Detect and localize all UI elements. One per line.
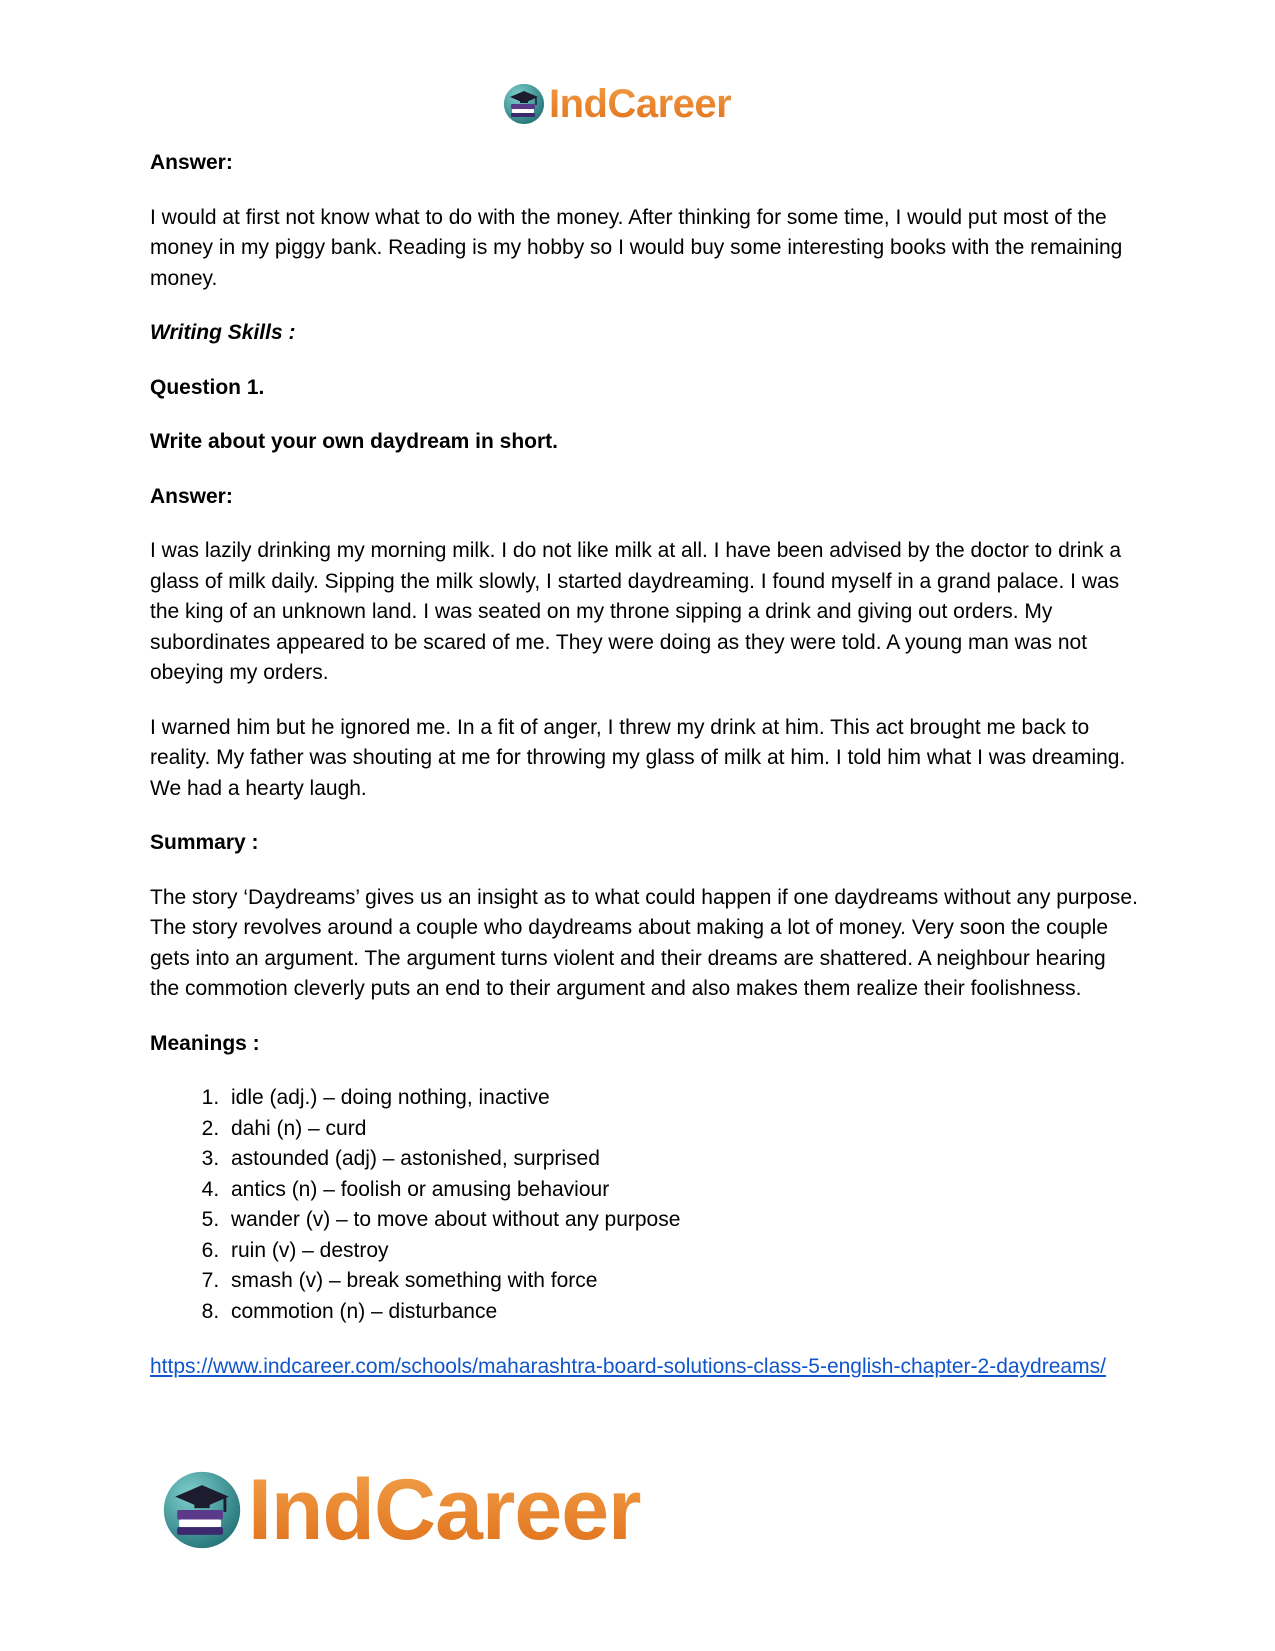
list-item: 2. dahi (n) – curd bbox=[225, 1114, 1140, 1145]
writing-skills-heading: Writing Skills : bbox=[150, 321, 296, 344]
list-item: 3. astounded (adj) – astonished, surprised bbox=[225, 1144, 1140, 1175]
answer-paragraph: I was lazily drinking my morning milk. I do not like milk at all. I have been advised by the doctor to drink a glass of milk daily. Sipping the milk slowly, I started daydreaming. I found myself in a grand palace. I was the king of an unknown land. I was seated on my throne sipping a drink and giving out orders. My subordinates appeared to be scared of me. They were doing as they were told. A young man was not obeying my orders. bbox=[150, 539, 1122, 684]
graduation-book-icon bbox=[160, 1468, 244, 1552]
graduation-book-icon bbox=[502, 82, 546, 126]
list-item: 4. antics (n) – foolish or amusing behaviour bbox=[225, 1175, 1140, 1206]
list-item: 6. ruin (v) – destroy bbox=[225, 1236, 1140, 1267]
source-link[interactable]: https://www.indcareer.com/schools/maharashtra-board-solutions-class-5-english-chapter-2-daydreams/ bbox=[150, 1355, 1106, 1378]
footer-logo bbox=[160, 1462, 641, 1558]
header-logo-text: IndCareer bbox=[549, 82, 732, 126]
summary-paragraph: The story ‘Daydreams’ gives us an insight as to what could happen if one daydreams without any purpose. The story revolves around a couple who daydreams about making a lot of money. Very soon the couple gets into an argument. The argument turns violent and their dreams are shattered. A neighbour hearing the commotion cleverly puts an end to their argument and also makes them realize their foolishness. bbox=[150, 885, 1138, 1000]
list-item: 7. smash (v) – break something with force bbox=[225, 1266, 1140, 1297]
question-text: Write about your own daydream in short. bbox=[150, 430, 558, 453]
summary-heading: Summary : bbox=[150, 831, 259, 854]
footer-logo-text: IndCareer bbox=[248, 1462, 641, 1558]
list-item: 1. idle (adj.) – doing nothing, inactive bbox=[225, 1083, 1140, 1114]
meanings-list bbox=[150, 1083, 1140, 1327]
meanings-heading: Meanings : bbox=[150, 1031, 260, 1055]
list-item: 8. commotion (n) – disturbance bbox=[225, 1297, 1140, 1328]
answer-label: Answer: bbox=[150, 151, 233, 174]
header-logo bbox=[502, 80, 731, 128]
answer-paragraph: I would at first not know what to do with the money. After thinking for some time, I would put most of the money in my piggy bank. Reading is my hobby so I would buy some interesting books with the remaining money. bbox=[150, 205, 1123, 290]
answer-label: Answer: bbox=[150, 484, 233, 508]
document-content bbox=[150, 148, 1140, 1385]
question-label: Question 1. bbox=[150, 375, 265, 399]
list-item: 5. wander (v) – to move about without any purpose bbox=[225, 1205, 1140, 1236]
answer-paragraph: I warned him but he ignored me. In a fit of anger, I threw my drink at him. This act brought me back to reality. My father was shouting at me for throwing my glass of milk at him. I told him what I was dreaming. We had a hearty laugh. bbox=[150, 715, 1126, 800]
